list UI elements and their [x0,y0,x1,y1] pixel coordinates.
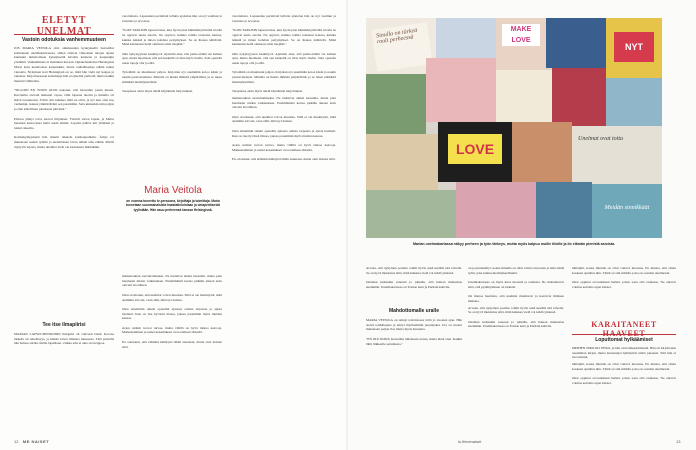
article-text: on ja pinnistellyt, koska minulla on ollut valtava innostus ja halu tehdä työtä, joka tuntuu merkitykselliseltä. Unelmakartassa on myös kuva merestä ja rauhasta. Ne muistuttavat siitä, että pysähtyminen on tärkeää. On hienoa huomata, että unelmat muuttuvat ja kasvavat ihmisen mukana. [468,266,564,303]
right-column-1-top [366,266,462,304]
collage-love-card: LOVE [448,134,502,164]
collage-cream-tile [496,70,552,122]
collage-portrait-tile [512,122,572,182]
article-text: Arvaan, että nykyinen postitie toimii hyvin sekä kesällä että talvella. Se on hyvä muistutus siitä, mitä kaikkea vielä voi tehdä yhdessä. Olenhan kuitenkin sanonut jo pitkään, että haluan matkustaa enemmän. Unelmakartassa on Tokion katu ja Pariisin kahvila. [366,266,462,289]
article-text: lähtöjäni, koska minulla on ollut valtava innostus. En muista, että olisin koskaan ajatellut niin. Tämä on sitä elämää, josta en osannut unelmoida. Olen oppinut arvostamaan hetkiä, joissa saan olla rauhassa. Ne antavat voimaa kohdata arjen kiireet. [572,266,676,289]
sidebar-bio: on vuonna tunnettu tv-persoona, kirjoittaja ja toimittaja. Maria tunnetaan suorasanaisista haastatteluistaan ja omaperäisestä tyylistään. Hän asuu perheensä kanssa Helsingissä. [126,199,220,212]
article-column-3 [232,14,336,436]
article-text: MARIAN LAPSUUDENKODIN ilmapiiri oli vahvasti läsnä. Kotona tärkeää oli rehellisyys, ja kaikki saivat ilmaista tunteensa. Tätä perintöä hän haluaa siirtää omille lapsilleen, vaikka arki ei aina ole helppoa. [14,332,114,346]
magazine-brand: ME NAISET [22,439,50,444]
article-text: varottelusta. Lapsuuden perintönä tullutta ajattelua hän on nyt vaalinut ja toteuttaa ja arvostaa. "ILON TAPAISIN lapseni tulee, kun hyvin pian hämmästyttävällä tavalla ne oppivat uusia asioita. Ne oppivat, kuinka toimia toistensa kanssa, kuinka leikkiä ja miten kohdata pettymykset. Se on ihanaa nähtävää. Minä kannustan heitä olemaan omia itsejään." Olin nykyisyyteen keskittyvä. Ajattelin aina, että perhe-elämä vie kaiken ajan, mutta huomaan, että sen keskellä on tilaa myös itselle. Sain opetella uusia tapoja olla ja elää. Työelämä on muuttunut paljon. Kirjoitan nyt enemmän kotoa käsin ja nautin joustavuudesta. Minulla on ihania ihmisiä ympärilläni, ja se tekee elämästä merkityksellistä. Terapiassa aloin myös tehdä käytännön harjoituksia. [232,14,336,94]
article-column-1 [14,46,114,320]
dream-board-photo [366,18,662,238]
article-column-2-bottom [122,274,222,436]
collage-red-tile [552,68,606,126]
collage-sinnikkaat-card: Meidän sinnikkäät [604,205,650,211]
sidebar-person-name: Maria Veitola [144,185,202,196]
page-footer-left [14,439,49,444]
article-text: mielenrauhan saavuttamiseksi. Ne tuntuivat aluksi hassuilta, mutta pian huomasin niiden vaikutuksen. Ensimmäistä kertaa pitkään aikaan koin olevani levollinen. Olen oivaltanut, että unelmat voivat muuttua. Sillä ei ole merkitystä, mitä aiemmin toivoin, vaan sillä, mitä nyt haluan. Olen sittemmin oikein opetellut ajatusta omista tarpeista ja ajasta itselleni. Kun on itse hyvässä tilassa, jaksaa paremmin myös muiden kanssa. Arjen rutiinit tuovat turvaa, mutta välillä on hyvä rikkoa kaavoja. Matkustaminen ja uudet kokemukset ovat edelleen tärkeitä. En odottanut, että elämäni kääntyisi tähän suuntaan, mutta olen iloinen siitä. [232,95,336,162]
collage-ocean-tile [536,182,592,238]
person-sidebar [125,186,221,212]
article-text: lähtöjäni, koska minulla on ollut valtava innostus. En muista, että olisin koskaan ajatellut niin. Tämä on sitä elämää, josta en osannut unelmoida. Olen oppinut arvostamaan hetkiä, joissa saan olla rauhassa. Ne antavat voimaa kohdata arjen kiireet. [572,362,676,385]
section-title-2: KARAITANEET HAAVEET [591,320,657,338]
right-column-2 [468,266,564,436]
collage-green-tile [366,190,456,238]
article-text: MARIA VEITOLA on tehnyt televisiossa töitä jo vuosien ajan. Hän aloitti toimittajana ja siirtyi myöhemmin juontajaksi. Ura on tuonut mukanaan paljon iloa mutta myös haasteita. "EN OLE IKINÄ haaveillut tällaisesta urasta, mutta tässä olen. Kaikki lähti liikkeelle sattumasta." [366,318,462,346]
subhead-2: Tee itse ilmapiirisi [42,322,86,328]
article-text: Arvaan, että nykyinen postitie toimii hyvin sekä kesällä että talvella. Se on hyvä muistutus siitä, mitä kaikkea vielä voi tehdä yhdessä. Olenhan kuitenkin sanonut jo pitkään, että haluan matkustaa enemmän. Unelmakartassa on Tokion katu ja Pariisin kahvila. [468,305,564,329]
collage-dream-card: Unelmat ovat totta [578,136,623,142]
page-number: 12 [14,439,19,444]
collage-slogan-card: Sinulla on tärkeä rooli perheessä [371,22,432,71]
collage-nyt-card: NYT [614,32,654,62]
collage-sea-tile [606,78,662,132]
collage-blue-tile [546,18,606,68]
article-text: mielenrauhan saavuttamiseksi. Ne tuntuivat aluksi hassuilta, mutta pian huomasin niiden vaikutuksen. Ensimmäistä kertaa pitkään aikaan koin olevani levollinen. Olen oivaltanut, että unelmat voivat muuttua. Sillä ei ole merkitystä, mitä aiemmin toivoin, vaan sillä, mitä nyt haluan. Olen sittemmin oikein opetellut ajatusta omista tarpeista ja ajasta itselleni. Kun on itse hyvässä tilassa, jaksaa paremmin myös muiden kanssa. Arjen rutiinit tuovat turvaa, mutta välillä on hyvä rikkoa kaavoja. Matkustaminen ja uudet kokemukset ovat edelleen tärkeitä. En odottanut, että elämäni kääntyisi tähän suuntaan, mutta olen iloinen siitä. [122,274,222,349]
page-footer-url: is.fi/menaiset [458,439,482,444]
collage-nature-tile [366,74,426,134]
article-text: varottelusta. Lapsuuden perintönä tullutta ajattelua hän on nyt vaalinut ja toteuttaa ja arvostaa. "ILON TAPAISIN lapseni tulee, kun hyvin pian hämmästyttävällä tavalla ne oppivat uusia asioita. Ne oppivat, kuinka toimia toistensa kanssa, kuinka leikkiä ja miten kohdata pettymykset. Se on ihanaa nähtävää. Minä kannustan heitä olemaan omia itsejään." Olin nykyisyyteen keskittyvä. Ajattelin aina, että perhe-elämä vie kaiken ajan, mutta huomaan, että sen keskellä on tilaa myös itselle. Sain opetella uusia tapoja olla ja elää. Työelämä on muuttunut paljon. Kirjoitan nyt enemmän kotoa käsin ja nautin joustavuudesta. Minulla on ihania ihmisiä ympärilläni, ja se tekee elämästä merkityksellistä. Terapiassa aloin myös tehdä käytännön harjoituksia. [122,14,222,94]
collage-rose-tile [456,182,536,238]
page-number-right: 13 [676,439,681,444]
collage-sand-tile [366,134,438,190]
subhead: Vastoin odotuksia vanhemmuuteen [22,37,106,43]
article-text: JOS MARIA VEITOLA olisi aikuisuuden kynnyksellä haaveillut kolmannen unelmakarttaansa, siihen olisivat valkoisten talojen sijaan kuulunut nimenomaan kynnyksellä kuvattu kauneus ja kaupungin yöelämä. Vanhemmuus ei mahtunut kuvaan. Opiskeluaikoina Helsingissä Maria koki kuuluvansa kaupunkiin, mutta rauhallisempi elämä tuntui vieraalta. Nykyinen koti Helsingissä on se, mitä hän vielä nyt kaipaa ja rakastaa. Kirjoittaessaan kolumneja hän ei ajatellut perhettä, mutta kaikki muuttui vähitellen. "SILLOIN EN TOSIN OLISI uskonut, että haaveilen jotain muuta. Kuvittelin olevani ikuisesti vapaa. Olin lapsena nuorin ja minulla oli ikävä isosiskoani. Yritin olla kaikkea mitä en ollut, ja nyt kun olen itse vanhempi, tunnen ymmärtäväni sen paremmin. Sain kuitenkin niin paljon ja olen kiitollinen jokaisesta päivästä." Piiloon jäänyt toive kasvoi hiljalleen. Ystävät saivat lapsia, ja Maria huomasi katsovansa heitä uusin silmin. Lopulta päätös tuli yllättäen ja tuntui oikealta. Kolmekymppisenä hän muutti takaisin kotikaupunkiin. Äitiys toi mukanaan uuden rytmin ja uudenlaisen tavan nähdä oma elämä. Päivät täyttyvät arjesta, mutta unelmat eivät ole kadonneet mihinkään. [14,46,114,149]
photo-caption: Marian unelmakartassa näkyy perheen ja työn tärkeys, mutta myös kaipuu muille tiloille ja ilo elämän pienistä asioista. [412,242,616,246]
right-column-3-top [572,266,676,316]
collage-pink-tile [426,58,496,122]
subhead-4: Loputtomat hylkäämiset [595,337,653,343]
article-text: MEIHEN NIMI OLI EERO, ja hän oli kolmekymmentä. Hän oli kirjoittanut useamman kirjan, mutta kustantajat hylkäsivät niistä jokaisen. Silti hän ei luovuttanut. [572,346,676,360]
section-title-2-rule [572,334,676,335]
article-column-2-top [122,14,222,186]
section-title: ELETYT UNELMAT [36,15,92,37]
collage-make-love-card: MAKE LOVE [502,24,540,46]
right-column-3-bottom [572,346,676,436]
subhead-3: Mahdottomalle uralle [388,308,439,314]
right-column-1-bottom [366,318,462,436]
article-column-1b [14,332,114,436]
collage-sky-tile [436,18,496,58]
